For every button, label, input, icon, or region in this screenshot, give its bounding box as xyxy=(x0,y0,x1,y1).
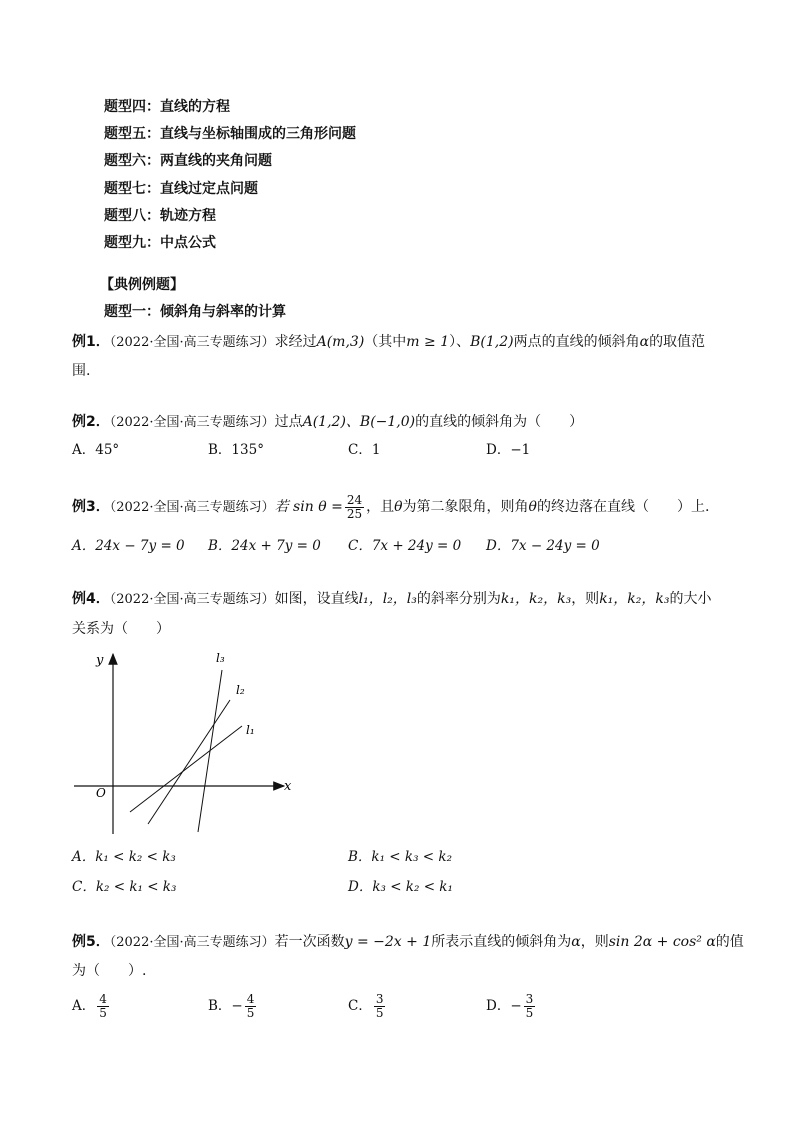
math-function: y = −2x + 1 xyxy=(344,934,432,950)
type-item: 题型四：直线的方程 xyxy=(104,99,230,115)
type-item: 题型八：轨迹方程 xyxy=(104,207,216,224)
choice-b: B．24x + 7y = 0 xyxy=(208,538,321,554)
choice-c: C．1 xyxy=(348,442,381,458)
example-5-line-2: 为（ ）. xyxy=(72,963,147,979)
math-expression: sin 2α + cos² α xyxy=(608,934,716,950)
source-tag: （2022·全国·高三专题练习） xyxy=(109,935,275,950)
math-condition: m ≥ 1 xyxy=(406,334,450,350)
l3-label: l₃ xyxy=(216,651,225,665)
text: 如图，设直线 xyxy=(274,591,359,607)
fraction-numerator: 3 xyxy=(525,992,534,1006)
text: 的直线的倾斜角为（ ） xyxy=(415,414,584,430)
example-1-line-2: 围. xyxy=(72,363,91,379)
example-label: 例1． xyxy=(72,334,110,350)
choice-a: A．k₁ < k₂ < k₃ xyxy=(72,849,176,865)
origin-label: O xyxy=(96,786,106,800)
example-label: 例3． xyxy=(72,499,110,515)
choice-c xyxy=(348,990,387,1022)
choice-letter: C． xyxy=(348,998,372,1014)
fraction-denominator: 5 xyxy=(99,1006,107,1020)
text: ，则 xyxy=(580,934,609,950)
fraction-numerator: 24 xyxy=(346,492,363,507)
text: 的斜率分别为 xyxy=(416,591,501,607)
math-lines: l₁，l₂，l₃ xyxy=(358,591,417,607)
math-expression: 若 sin θ = xyxy=(274,499,343,515)
type-item: 题型五：直线与坐标轴围成的三角形问题 xyxy=(104,126,356,143)
choice-sign: − xyxy=(510,998,522,1014)
line-l2 xyxy=(148,700,230,824)
fraction-numerator: 3 xyxy=(375,992,384,1006)
choice-a: A．24x − 7y = 0 xyxy=(72,538,185,554)
math-point: B(1,2) xyxy=(470,334,514,350)
fraction xyxy=(374,993,386,1020)
fraction-numerator: 4 xyxy=(99,992,107,1006)
example-2-line xyxy=(72,413,583,432)
l2-label: l₂ xyxy=(236,683,245,697)
fraction xyxy=(524,993,536,1020)
math-points: A(1,2)、B(−1,0) xyxy=(302,414,416,430)
fraction-denominator: 5 xyxy=(525,1006,534,1020)
fraction xyxy=(345,494,364,521)
fraction-denominator: 5 xyxy=(246,1006,255,1020)
choice-a: A．45° xyxy=(72,442,120,458)
example-4-line-1 xyxy=(72,590,711,609)
source-tag: （2022·全国·高三专题练习） xyxy=(109,335,275,350)
fraction xyxy=(97,993,109,1020)
section-title: 【典例例题】 xyxy=(100,277,184,293)
text: （其中 xyxy=(364,334,407,350)
x-axis-label: x xyxy=(284,779,292,794)
fraction-denominator: 25 xyxy=(346,506,363,521)
example-4-line-2: 关系为（ ） xyxy=(72,621,170,637)
text: 若一次函数 xyxy=(274,934,345,950)
y-axis-label: y xyxy=(96,653,104,668)
choice-b xyxy=(208,990,258,1022)
text: 的值 xyxy=(715,934,744,950)
line-l1 xyxy=(130,726,242,812)
source-tag: （2022·全国·高三专题练习） xyxy=(109,592,275,607)
type-item: 题型六：两直线的夹角问题 xyxy=(104,153,272,170)
example-1-line-1 xyxy=(72,333,705,352)
choice-d: D．−1 xyxy=(486,442,531,458)
source-tag: （2022·全国·高三专题练习） xyxy=(109,500,275,515)
source-tag: （2022·全国·高三专题练习） xyxy=(109,415,275,430)
choice-letter: A． xyxy=(72,998,96,1014)
fraction-numerator: 4 xyxy=(246,992,255,1006)
type-item: 题型九：中点公式 xyxy=(104,234,216,251)
choice-b: B．k₁ < k₃ < k₂ xyxy=(348,849,452,865)
text: 求经过 xyxy=(274,334,317,350)
example-label: 例4． xyxy=(72,591,110,607)
choice-letter: B． xyxy=(208,998,232,1014)
choice-c: C．7x + 24y = 0 xyxy=(348,538,462,554)
choice-d: D．k₃ < k₂ < k₁ xyxy=(348,879,453,895)
math-slopes: k₁，k₂，k₃ xyxy=(599,591,670,607)
example-label: 例5． xyxy=(72,934,110,950)
example-label: 例2． xyxy=(72,414,110,430)
math-symbol: θ xyxy=(528,499,537,515)
line-l3 xyxy=(198,670,222,832)
math-point: A(m,3) xyxy=(316,334,365,350)
text: 的大小 xyxy=(669,591,712,607)
question-type-list xyxy=(104,96,356,259)
choice-b: B．135° xyxy=(208,442,264,458)
text: ，则 xyxy=(571,591,600,607)
choice-sign: − xyxy=(231,998,243,1014)
text: 过点 xyxy=(274,414,303,430)
text: 的终边落在直线（ ）上. xyxy=(536,499,710,515)
math-slopes: k₁，k₂，k₃ xyxy=(500,591,572,607)
type-item: 题型七：直线过定点问题 xyxy=(104,180,258,197)
text: ）、 xyxy=(449,334,471,350)
text: 为第二象限角，则角 xyxy=(402,499,529,515)
math-symbol: α xyxy=(639,334,650,350)
fraction-denominator: 5 xyxy=(375,1006,384,1020)
text: 的取值范 xyxy=(649,334,706,350)
line-graph-figure xyxy=(70,644,310,840)
math-symbol: α xyxy=(571,934,581,950)
choice-d: D．7x − 24y = 0 xyxy=(486,538,600,554)
example-3-line xyxy=(72,493,709,522)
choice-c: C．k₂ < k₁ < k₃ xyxy=(72,879,177,895)
math-symbol: θ xyxy=(394,499,403,515)
example-5-line-1 xyxy=(72,933,744,952)
choice-d xyxy=(486,990,537,1022)
choice-a xyxy=(72,990,111,1022)
choice-letter: D． xyxy=(486,998,511,1014)
fraction xyxy=(245,993,257,1020)
text: ，且 xyxy=(366,499,395,515)
subsection-title: 题型一：倾斜角与斜率的计算 xyxy=(104,304,286,320)
text: 两点的直线的倾斜角 xyxy=(513,334,640,350)
text: 所表示直线的倾斜角为 xyxy=(431,934,572,950)
l1-label: l₁ xyxy=(246,723,255,737)
